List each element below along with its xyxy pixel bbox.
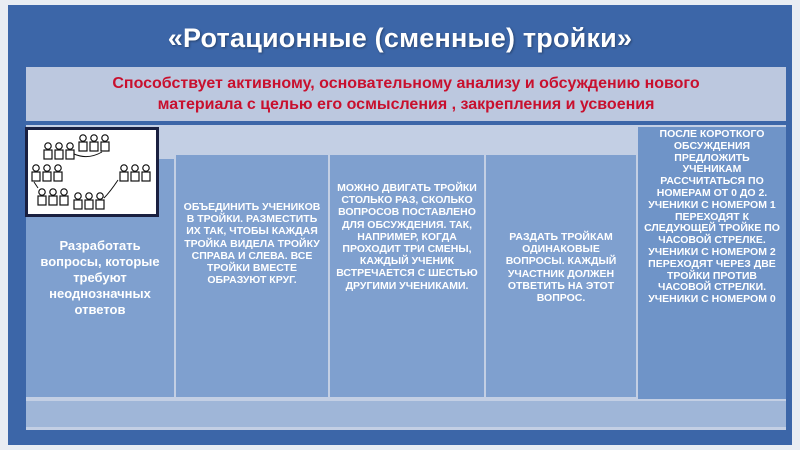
table-bottom-row [26, 401, 786, 427]
rotating-triads-illustration [25, 127, 159, 217]
subtitle-line-1: Способствует активному, основательному анализу и обсуждению нового [112, 75, 700, 92]
subtitle-line-2: материала с целью его осмысления , закрепления и усвоения [157, 96, 655, 113]
step-cell-3 [330, 155, 484, 397]
step-cell-5 [638, 127, 786, 399]
slide-title: «Ротационные (сменные) тройки» [167, 23, 633, 53]
step-text-4: РАЗДАТЬ ТРОЙКАМ ОДИНАКОВЫЕ ВОПРОСЫ. КАЖДЫЙ УЧАСТНИК ДОЛЖЕН ОТВЕТИТЬ НА ЭТОТ ВОПРОС. [505, 231, 617, 305]
triads-figure-icon [28, 130, 156, 214]
step-text-1: Разработать вопросы, которые требуют неоднозначных ответов [40, 238, 160, 317]
step-text-3: МОЖНО ДВИГАТЬ ТРОЙКИ СТОЛЬКО РАЗ, СКОЛЬКО ВОПРОСОВ ПОСТАВЛЕНО ДЛЯ ОБСУЖДЕНИЯ. ТАК, НАПРИМЕР, КОГДА ПРОХОДИТ ТРИ СМЕНЫ, КАЖДЫЙ УЧЕНИК ВСТРЕЧАЕТСЯ С ШЕСТЬЮ ДРУГИМИ УЧЕНИКАМИ. [336, 182, 478, 292]
step-cell-4 [486, 155, 636, 397]
step-text-5: ПОСЛЕ КОРОТКОГО ОБСУЖДЕНИЯ ПРЕДЛОЖИТЬ УЧЕНИКАМ РАССЧИТАТЬСЯ ПО НОМЕРАМ ОТ 0 ДО 2. УЧЕНИКИ С НОМЕРОМ 1 ПЕРЕХОДЯТ К СЛЕДУЮЩЕЙ ТРОЙКЕ ПО ЧАСОВОЙ СТРЕЛКЕ. УЧЕНИКИ С НОМЕРОМ 2 ПЕРЕХОДЯТ ЧЕРЕЗ ДВЕ ТРОЙКИ ПРОТИВ ЧАСОВОЙ СТРЕЛКИ. УЧЕНИКИ С НОМЕРОМ 0 [644, 128, 780, 306]
slide-subtitle [26, 73, 786, 115]
step-text-2: ОБЪЕДИНИТЬ УЧЕНИКОВ В ТРОЙКИ. РАЗМЕСТИТЬ ИХ ТАК, ЧТОБЫ КАЖДАЯ ТРОЙКА ВИДЕЛА ТРОЙКУ СПРАВА И СЛЕВА. ВСЕ ТРОЙКИ ВМЕСТЕ ОБРАЗУЮТ КРУГ. [183, 201, 321, 287]
step-cell-2 [176, 155, 328, 397]
subtitle-box [26, 67, 786, 121]
slide-frame [8, 5, 792, 445]
